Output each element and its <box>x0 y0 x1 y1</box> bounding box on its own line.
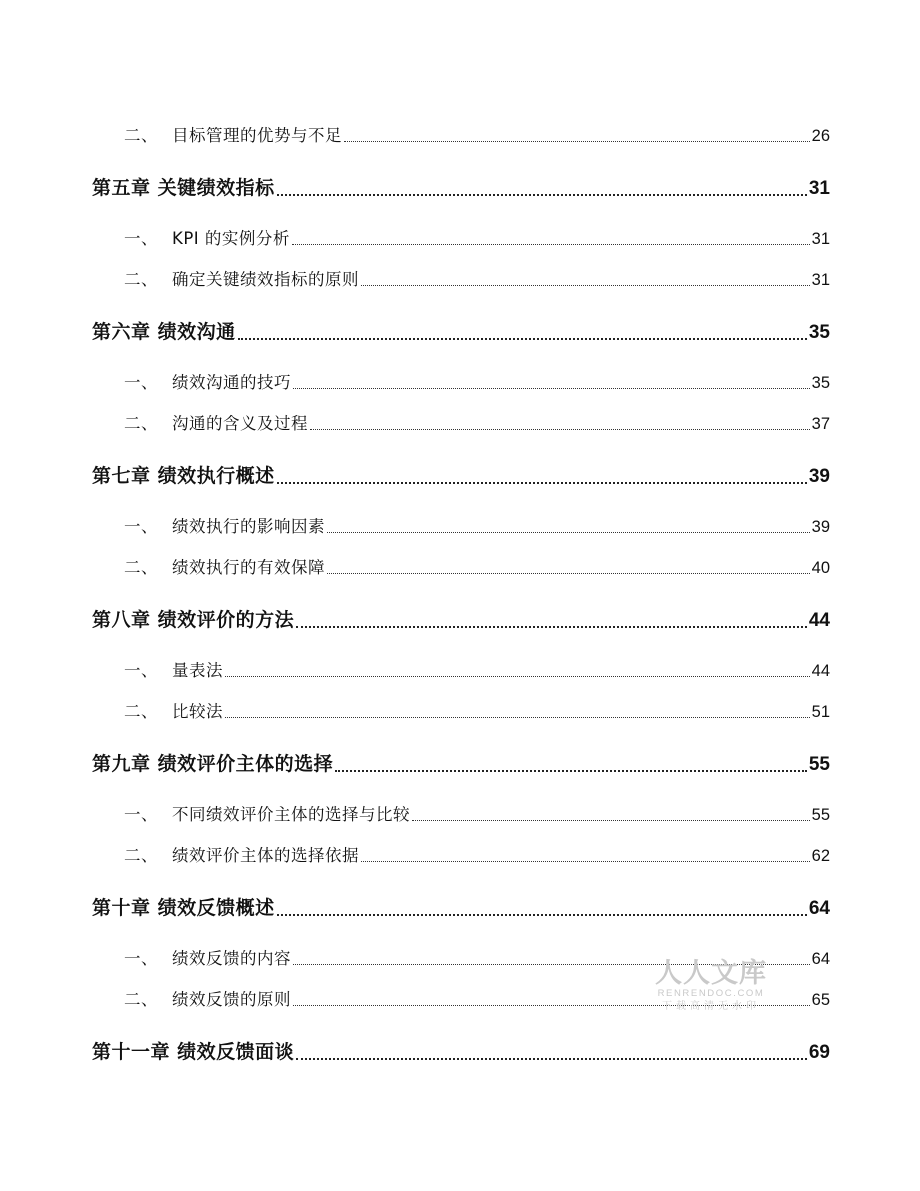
toc-entry-title <box>124 698 223 722</box>
toc-entry-text: 绩效反馈的原则 <box>172 990 291 1009</box>
toc-entry-text: 沟通的含义及过程 <box>172 414 308 433</box>
toc-dot-leader <box>327 513 810 537</box>
toc-entry-number: 一、 <box>124 517 158 536</box>
toc-dot-leader <box>296 1037 807 1064</box>
watermark-tagline: 下载高清无水印 <box>662 1001 760 1012</box>
toc-entry-title <box>124 513 325 537</box>
toc-page-number: 64 <box>811 950 830 968</box>
toc-page-number: 65 <box>811 991 830 1009</box>
toc-section-entry[interactable] <box>124 410 830 434</box>
toc-dot-leader <box>277 173 807 200</box>
toc-page-number: 44 <box>808 610 830 631</box>
toc-dot-leader <box>310 410 810 434</box>
toc-entry-title <box>124 842 359 866</box>
toc-entry-text: 比较法 <box>172 702 223 721</box>
toc-page-number: 39 <box>811 518 830 536</box>
toc-dot-leader <box>361 842 810 866</box>
toc-dot-leader <box>277 461 807 488</box>
toc-page-number: 37 <box>811 415 830 433</box>
toc-entry-number: 二、 <box>124 558 158 577</box>
toc-page-number: 40 <box>811 559 830 577</box>
toc-chapter-entry[interactable] <box>92 893 830 920</box>
toc-chapter-entry[interactable] <box>92 317 830 344</box>
toc-entry-title <box>124 225 290 249</box>
toc-page-number: 55 <box>808 754 830 775</box>
toc-entry-title <box>92 749 333 776</box>
toc-dot-leader <box>225 657 810 681</box>
toc-entry-text: 第七章 绩效执行概述 <box>92 465 275 487</box>
watermark-logo: 人人文库 <box>655 958 767 988</box>
toc-entry-title <box>124 410 308 434</box>
toc-entry-text: 第五章 关键绩效指标 <box>92 177 275 199</box>
toc-dot-leader <box>225 698 810 722</box>
toc-page-number: 55 <box>811 806 830 824</box>
toc-entry-number: 一、 <box>124 373 158 392</box>
toc-entry-title <box>92 317 236 344</box>
toc-page-number: 44 <box>811 662 830 680</box>
toc-entry-number: 二、 <box>124 126 158 145</box>
toc-entry-title <box>124 266 359 290</box>
toc-page-number: 51 <box>811 703 830 721</box>
toc-entry-title <box>124 369 291 393</box>
toc-entry-text: 第六章 绩效沟通 <box>92 321 236 343</box>
toc-entry-text: 绩效执行的影响因素 <box>172 517 325 536</box>
toc-entry-text: 第九章 绩效评价主体的选择 <box>92 753 334 775</box>
toc-chapter-entry[interactable] <box>92 605 830 632</box>
toc-entry-number: 二、 <box>124 846 158 865</box>
toc-dot-leader <box>412 801 810 825</box>
toc-entry-number: 二、 <box>124 414 158 433</box>
toc-dot-leader <box>293 369 810 393</box>
toc-page-number: 62 <box>811 847 830 865</box>
toc-dot-leader <box>292 225 810 249</box>
toc-entry-text: 确定关键绩效指标的原则 <box>172 270 359 289</box>
toc-section-entry[interactable] <box>124 225 830 249</box>
toc-entry-text: 绩效执行的有效保障 <box>172 558 325 577</box>
toc-entry-title <box>92 173 275 200</box>
toc-entry-text: 绩效评价主体的选择依据 <box>172 846 359 865</box>
toc-section-entry[interactable] <box>124 266 830 290</box>
toc-entry-text: 绩效反馈的内容 <box>172 949 291 968</box>
toc-page-number: 35 <box>808 322 830 343</box>
toc-chapter-entry[interactable] <box>92 173 830 200</box>
toc-dot-leader <box>361 266 810 290</box>
toc-dot-leader <box>296 605 807 632</box>
toc-page-number: 64 <box>808 898 830 919</box>
toc-page-number: 26 <box>811 127 830 145</box>
toc-page-number: 35 <box>811 374 830 392</box>
toc-section-entry[interactable] <box>124 698 830 722</box>
toc-entry-title <box>124 986 291 1010</box>
toc-entry-number: 一、 <box>124 949 158 968</box>
toc-entry-title <box>92 605 294 632</box>
toc-entry-title <box>92 893 275 920</box>
toc-entry-number: 二、 <box>124 990 158 1009</box>
toc-page-number: 39 <box>808 466 830 487</box>
toc-section-entry[interactable] <box>124 842 830 866</box>
toc-entry-number: 一、 <box>124 805 158 824</box>
toc-page-number: 31 <box>811 230 830 248</box>
toc-page-number: 31 <box>808 178 830 199</box>
toc-section-entry[interactable] <box>124 801 830 825</box>
toc-chapter-entry[interactable] <box>92 1037 830 1064</box>
toc-entry-text: 第十章 绩效反馈概述 <box>92 897 275 919</box>
toc-section-entry[interactable] <box>124 369 830 393</box>
watermark <box>646 958 776 1022</box>
toc-entry-title <box>124 554 325 578</box>
toc-page-number: 31 <box>811 271 830 289</box>
toc-page-number: 69 <box>808 1042 830 1063</box>
toc-dot-leader <box>335 749 807 776</box>
toc-entry-text: 第八章 绩效评价的方法 <box>92 609 295 631</box>
toc-entry-title <box>124 945 291 969</box>
toc-section-entry[interactable] <box>124 657 830 681</box>
toc-entry-number: 二、 <box>124 270 158 289</box>
toc-chapter-entry[interactable] <box>92 749 830 776</box>
watermark-domain: RENRENDOC.COM <box>657 988 765 999</box>
toc-entry-title <box>124 801 410 825</box>
toc-dot-leader <box>277 893 807 920</box>
toc-dot-leader <box>344 122 810 146</box>
toc-entry-title <box>124 657 223 681</box>
toc-entry-text: 第十一章 绩效反馈面谈 <box>92 1041 295 1063</box>
toc-entry-text: 不同绩效评价主体的选择与比较 <box>172 805 410 824</box>
toc-entry-number: 一、 <box>124 229 158 248</box>
toc-entry-text: 绩效沟通的技巧 <box>172 373 291 392</box>
toc-dot-leader <box>327 554 810 578</box>
toc-entry-text: KPI 的实例分析 <box>172 229 290 248</box>
toc-entry-number: 二、 <box>124 702 158 721</box>
toc-entry-title <box>92 1037 294 1064</box>
toc-entry-text: 目标管理的优势与不足 <box>172 126 342 145</box>
toc-entry-title <box>92 461 275 488</box>
toc-section-entry[interactable] <box>124 554 830 578</box>
toc-entry-text: 量表法 <box>172 661 223 680</box>
toc-entry-title <box>124 122 342 146</box>
toc-section-entry[interactable] <box>124 513 830 537</box>
toc-chapter-entry[interactable] <box>92 461 830 488</box>
toc-dot-leader <box>238 317 807 344</box>
toc-section-entry[interactable] <box>124 122 830 146</box>
toc-entry-number: 一、 <box>124 661 158 680</box>
